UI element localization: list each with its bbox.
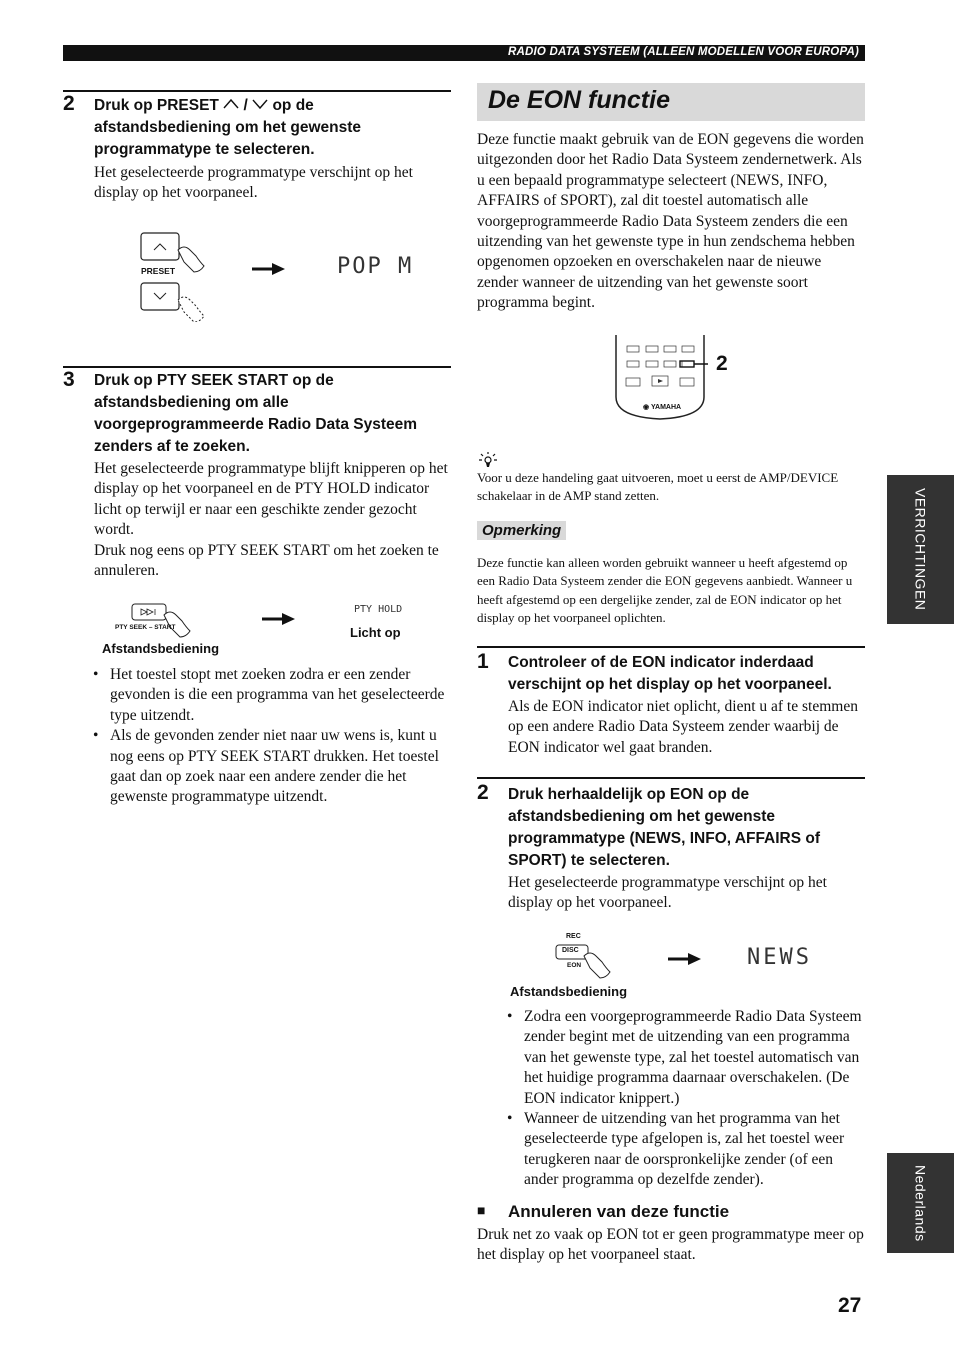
cancel-heading: Annuleren van deze functie [508,1202,730,1221]
afstandsbediening-caption-2: Afstandsbediening [510,984,628,999]
step-2-rule [63,90,451,92]
rec-label: REC [566,933,581,940]
preset-label: PRESET [141,266,176,276]
arrow-right-icon [252,262,286,276]
remote-control-illustration [614,335,708,420]
chevron-down-icon [252,98,268,110]
svg-text:◉: ◉ [643,404,650,411]
right-step-2-rule [477,777,865,779]
chevron-up-icon [223,98,239,110]
note-text: Deze functie kan alleen worden gebruikt wanneer u heeft afgestemd op een Radio Data Systeem zender die EON gegevens aanbiedt. Wanneer u heeft afgestemd op een dergelijke zender, zal de EON indicator op het display op het voorpaneel oplichten. [477,555,853,626]
step-3-rule [63,366,451,368]
tip-lightbulb-icon [478,451,498,469]
step-2-heading-text: programmatype te selecteren. [94,141,315,158]
step-3-number: 3 [63,368,75,391]
step-3-bullets [93,665,451,808]
step-2-heading-slash: / [243,97,248,114]
side-tab-verrichtingen: VERRICHTINGEN [887,475,954,624]
licht-op-caption: Licht op [350,625,401,640]
list-item: • Als de gevonden zender niet naar uw wens is, kunt u nog eens op PTY SEEK START drukken. Het toestel gaat dan op zoek naar een andere zender die het gewenste programmatype uitzendt. [93,726,451,808]
side-tab-nederlands: Nederlands [887,1153,954,1253]
step-3-body-2: Druk nog eens op PTY SEEK START om het zoeken te annuleren. [94,542,439,580]
arrow-right-icon [262,612,296,626]
display-pop-m: POP M [337,254,414,279]
note-label-box [477,522,566,540]
arrow-right-icon [668,952,702,966]
right-step-2-bullets [507,1007,865,1191]
step-3-heading: Druk op PTY SEEK START op de afstandsbediening om alle voorgeprogrammeerde Radio Data Systeem zenders af te zoeken. [94,372,418,455]
step-2-heading-text: op de [272,97,314,114]
list-item: • Zodra een voorgeprogrammeerde Radio Data Systeem zender begint met de uitzending van een programma van het gewenste type, zal het toestel automatisch van het huidige programma daarnaar overschakelen. (De EON indicator knippert.) [507,1007,865,1109]
pty-seek-button-illustration [128,601,196,641]
preset-buttons-illustration [138,230,218,322]
eon-label: EON [567,962,582,969]
tip-text: Voor u deze handeling gaat uitvoeren, moet u eerst de AMP/DEVICE schakelaar in de AMP stand zetten. [477,470,839,504]
preset-buttons-figure [138,230,218,322]
cancel-body: Druk net zo vaak op EON tot er geen programmatype meer op het display op het voorpaneel staat. [477,1226,864,1264]
header-bar [63,45,865,61]
step-2-number: 2 [63,92,75,115]
right-step-2-body: Het geselecteerde programmatype verschijnt op het display op het voorpaneel. [508,874,827,912]
display-news: NEWS [747,945,812,970]
step-2-heading-text: Druk op PRESET [94,97,219,114]
step-2-heading-text: afstandsbediening om het gewenste [94,119,361,136]
list-item: • Wanneer de uitzending van het programma van het geselecteerde type afgelopen is, zal het toestel weer terugkeren naar de oorspronkelijke zender (of een ander programma op dezelfde zender). [507,1109,865,1191]
right-step-2-heading: Druk herhaaldelijk op EON op de afstandsbediening om het gewenste programmatype (NEWS, INFO, AFFAIRS of SPORT) te selecteren. [508,786,821,869]
section-title-box [477,83,865,121]
right-step-1-number: 1 [477,650,489,673]
pty-seek-label: PTY SEEK – START [115,624,176,631]
list-item: • Het toestel stopt met zoeken zodra er een zender gevonden is die een programma van het geselecteerde type uitzendt. [93,665,451,726]
step-3-body-1: Het geselecteerde programmatype blijft knipperen op het display op het voorpaneel en de PTY HOLD indicator licht op terwijl er naar een geschikte zender gezocht wordt. [94,460,448,539]
step-2-heading [94,95,451,161]
header-title: RADIO DATA SYSTEEM (ALLEEN MODELLEN VOOR EUROPA) [508,46,859,58]
remote-brand: YAMAHA [651,404,682,411]
pty-hold-indicator: PTY HOLD [354,604,403,615]
eon-intro: Deze functie maakt gebruik van de EON gegevens die worden uitgezonden door het Radio Data Systeem zendernetwerk. Als u een bepaald programmatype selecteert (NEWS, INFO, AFFAIRS of SPORT), zal dit toestel automatisch alle voorgeprogrammeerde Radio Data Systeem zenders die een uitzending van het gewenste type in hun zendschema hebben opgenomen opzoeken en overschakelen naar de nieuwe zender wanneer de uitzending van het gewenste soort programma begint. [477,131,864,312]
afstandsbediening-caption: Afstandsbediening [102,641,220,656]
remote-callout-number: 2 [716,352,728,375]
square-bullet-icon: ■ [477,1202,486,1218]
note-label: Opmerking [477,521,566,540]
right-step-1-rule [477,646,865,648]
step-2-body: Het geselecteerde programmatype verschijnt op het display op het voorpaneel. [94,164,413,202]
section-title: De EON functie [488,86,670,114]
right-step-1-heading: Controleer of de EON indicator inderdaad verschijnt op het display op het voorpaneel. [508,654,832,693]
disc-label: DISC [562,947,579,954]
right-step-1-body: Als de EON indicator niet oplicht, dient u af te stemmen op een andere Radio Data Systeem zender waarbij de EON indicator wel gaat branden. [508,698,858,756]
page-number: 27 [838,1294,862,1317]
right-step-2-number: 2 [477,781,489,804]
